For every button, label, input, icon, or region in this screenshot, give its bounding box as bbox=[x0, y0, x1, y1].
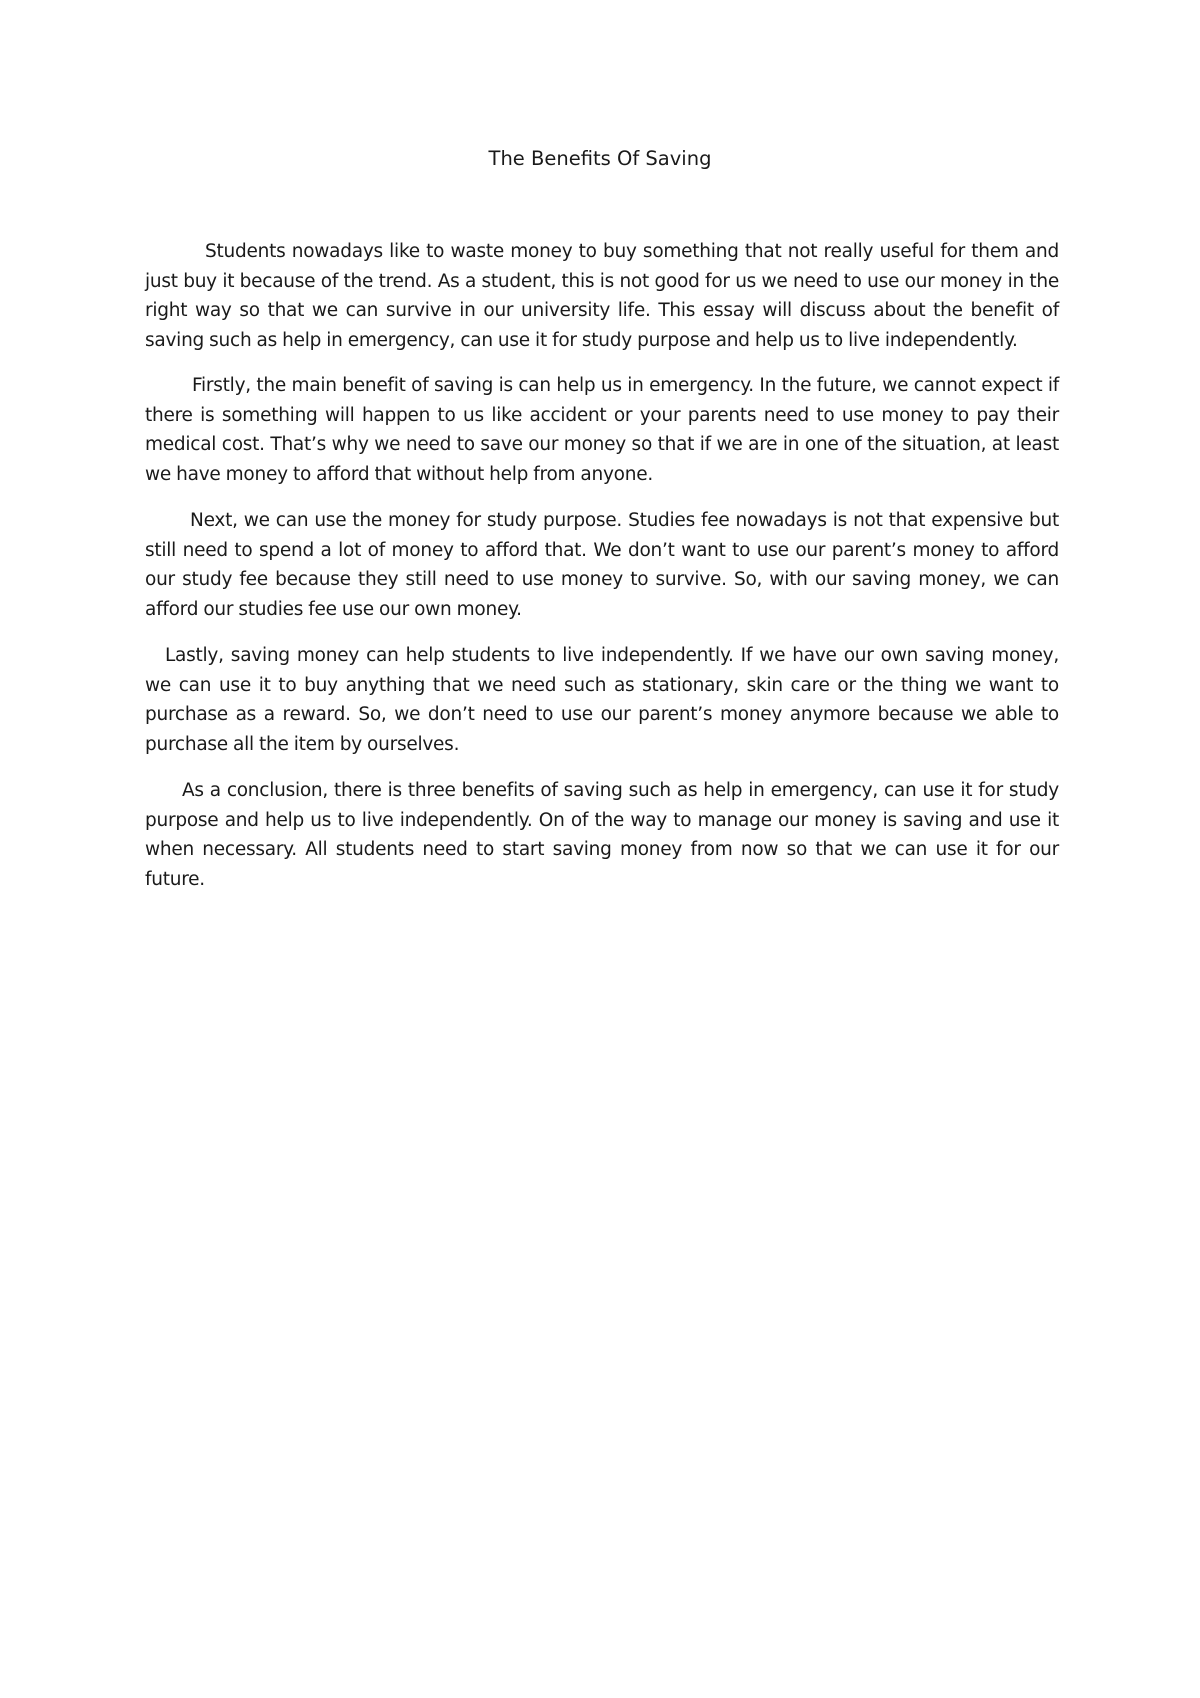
paragraph-introduction: Students nowadays like to waste money to buy something that not really useful for them and just buy it because of the trend. As a student, this is not good for us we need to use our money in the right way so that we can survive in our university life. This essay will discuss about the benefit of saving such as help in emergency, can use it for study purpose and help us to live independently. bbox=[145, 241, 1059, 351]
paragraph-emergency: Firstly, the main benefit of saving is can help us in emergency. In the future, we cannot expect if there is something will happen to us like accident or your parents need to use money to pay their medical cost. That’s why we need to save our money so that if we are in one of the situation, at least we have money to afford that without help from anyone. bbox=[145, 375, 1059, 485]
document-body bbox=[145, 237, 1059, 894]
paragraph-conclusion: As a conclusion, there is three benefits of saving such as help in emergency, can use it for study purpose and help us to live independently. On of the way to manage our money is saving and use it when necessary. All students need to start saving money from now so that we can use it for our future. bbox=[145, 780, 1059, 890]
paragraph-study-purpose: Next, we can use the money for study purpose. Studies fee nowadays is not that expensive but still need to spend a lot of money to afford that. We don’t want to use our parent’s money to afford our study fee because they still need to use money to survive. So, with our saving money, we can afford our studies fee use our own money. bbox=[145, 510, 1059, 620]
paragraph-independence: Lastly, saving money can help students to live independently. If we have our own saving money, we can use it to buy anything that we need such as stationary, skin care or the thing we want to purchase as a reward. So, we don’t need to use our parent’s money anymore because we able to purchase all the item by ourselves. bbox=[145, 645, 1059, 755]
document-title: The Benefits Of Saving bbox=[488, 147, 712, 170]
